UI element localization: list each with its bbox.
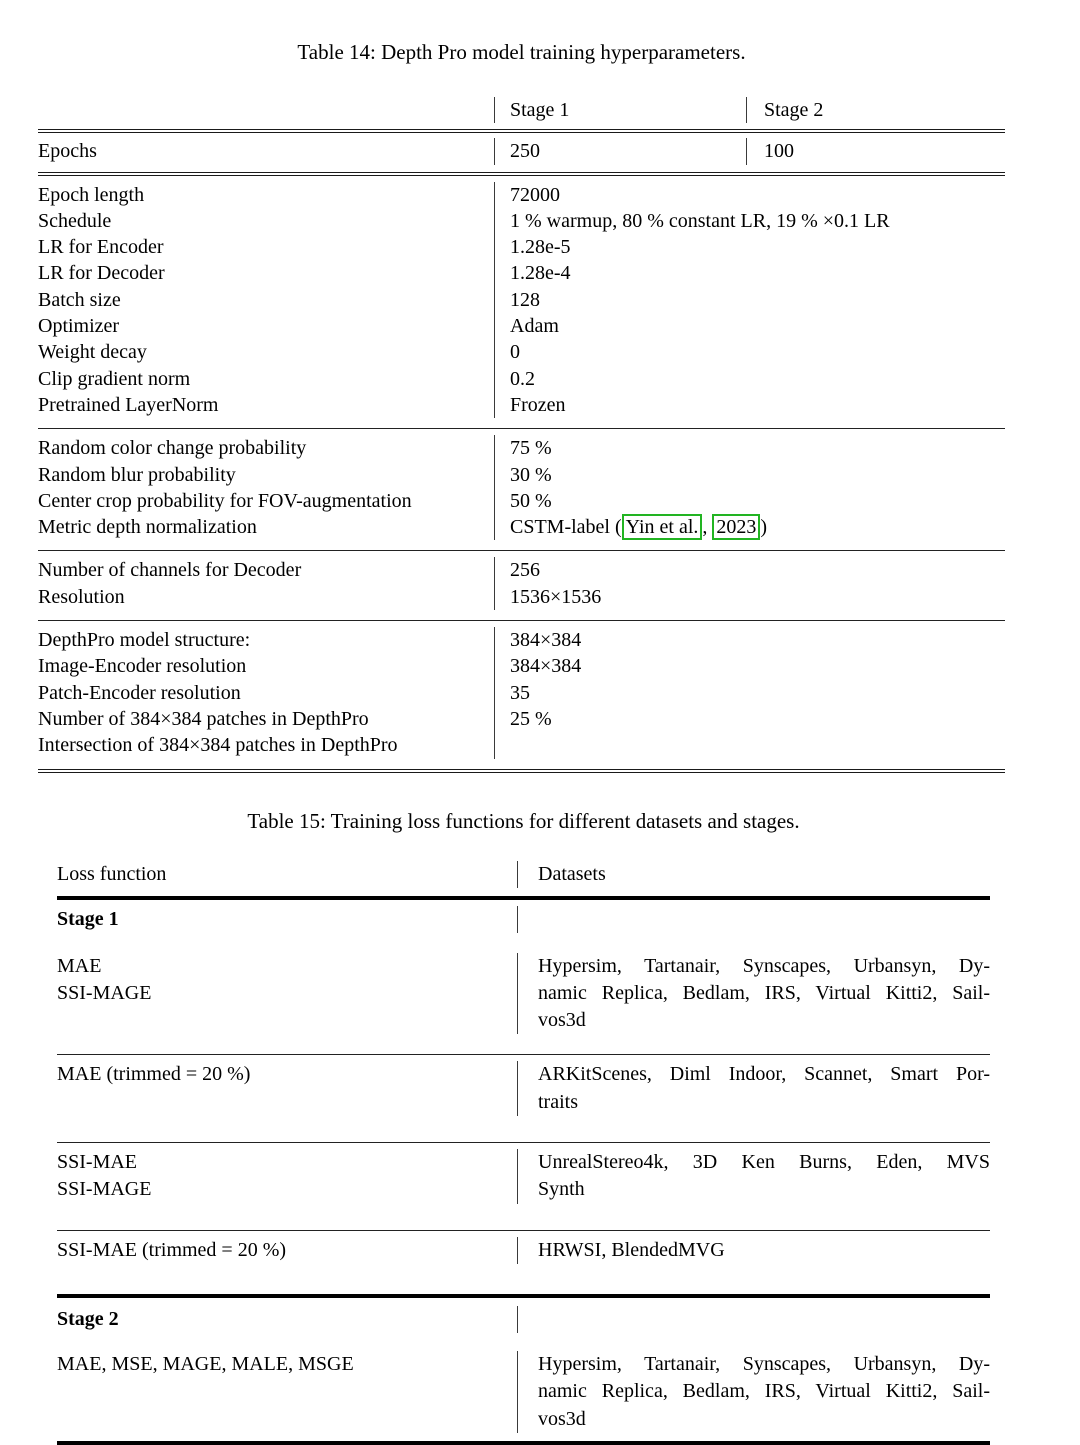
loss-line: MAE, MSE, MAGE, MALE, MSGE <box>57 1352 354 1375</box>
section-values <box>494 627 1005 758</box>
table15-stage2-row <box>57 1298 990 1345</box>
param-label: Random blur probability <box>38 463 236 486</box>
table15-row-ssimae-trimmed <box>57 1231 990 1294</box>
table15-stage1-row <box>57 900 990 947</box>
table15-header-loss: Loss function <box>57 862 167 885</box>
dataset-line: ARKitScenes, Diml Indoor, Scannet, Smart Por- <box>538 1063 990 1086</box>
param-value: 1536×1536 <box>510 585 602 608</box>
table14-section-training <box>38 176 1005 429</box>
datasets-cell <box>517 1149 990 1204</box>
citation-link-authors[interactable]: Yin et al. <box>622 514 703 540</box>
param-value: 128 <box>510 288 540 311</box>
loss-line: SSI-MAE (trimmed = 20 %) <box>57 1238 287 1261</box>
section-labels <box>38 557 494 610</box>
table14-header-stage2: Stage 2 <box>746 97 1005 123</box>
param-value: 50 % <box>510 489 552 512</box>
param-label: Clip gradient norm <box>38 367 191 390</box>
dataset-line: traits <box>538 1090 578 1113</box>
param-value: Adam <box>510 315 559 338</box>
param-value: 25 % <box>510 707 552 730</box>
stage2-empty-cell <box>517 1306 990 1333</box>
section-labels <box>38 627 494 758</box>
param-label: Number of channels for Decoder <box>38 559 302 582</box>
section-values <box>494 182 1005 419</box>
param-value: 0 <box>510 341 520 364</box>
citation-link-year[interactable]: 2023 <box>712 514 760 540</box>
table14-caption: Table 14: Depth Pro model training hyperparameters. <box>297 40 746 64</box>
loss-cell <box>57 1149 517 1204</box>
param-label: Number of 384×384 patches in DepthPro <box>38 707 369 730</box>
param-value: Frozen <box>510 393 566 416</box>
section-labels <box>38 435 494 540</box>
stage1-label: Stage 1 <box>57 907 119 930</box>
loss-cell <box>57 1237 517 1264</box>
table15 <box>57 859 990 1445</box>
table14-section-augmentation <box>38 429 1005 550</box>
section-values <box>494 557 1005 610</box>
table15-row-stage2-losses <box>57 1345 990 1441</box>
stage2-label: Stage 2 <box>57 1307 119 1330</box>
epochs-stage2-value: 100 <box>746 138 1005 164</box>
loss-cell <box>57 953 517 1035</box>
loss-line: SSI-MAE <box>57 1151 138 1174</box>
param-label: Weight decay <box>38 341 147 364</box>
dataset-line: Hypersim, Tartanair, Synscapes, Urbansyn, Dy- <box>538 1352 990 1375</box>
param-label: Center crop probability for FOV-augmentation <box>38 489 412 512</box>
param-value: 384×384 <box>510 655 582 678</box>
metric-depth-value <box>510 514 1005 540</box>
datasets-cell <box>517 1237 990 1264</box>
table14-section-decoder <box>38 551 1005 620</box>
table15-row-mae-ssimage <box>57 947 990 1055</box>
datasets-cell <box>517 1061 990 1116</box>
dataset-line: UnrealStereo4k, 3D Ken Burns, Eden, MVS <box>538 1151 990 1174</box>
datasets-cell <box>517 1351 990 1433</box>
dataset-line: Synth <box>538 1178 585 1201</box>
loss-cell <box>57 1351 517 1433</box>
epochs-stage1-value: 250 <box>494 138 746 164</box>
stage1-empty-cell <box>517 906 990 933</box>
table14-header-empty-cell <box>38 97 494 123</box>
dataset-line: vos3d <box>538 1009 586 1032</box>
param-value: 35 <box>510 681 530 704</box>
datasets-cell <box>517 953 990 1035</box>
param-value: 1 % warmup, 80 % constant LR, 19 % ×0.1 LR <box>510 209 890 232</box>
param-label: Epoch length <box>38 183 145 206</box>
param-label: Patch-Encoder resolution <box>38 681 241 704</box>
table15-header-datasets: Datasets <box>517 861 990 888</box>
table14-epochs-row <box>38 133 1005 171</box>
param-value: 72000 <box>510 183 560 206</box>
param-label: DepthPro model structure: <box>38 629 251 652</box>
param-label: Image-Encoder resolution <box>38 655 247 678</box>
table14-header-row <box>38 92 1005 129</box>
param-label: Resolution <box>38 585 125 608</box>
param-value: 256 <box>510 559 540 582</box>
param-label: Batch size <box>38 288 121 311</box>
section-labels <box>38 182 494 419</box>
param-label: Optimizer <box>38 315 120 338</box>
param-value: 1.28e-4 <box>510 262 571 285</box>
dataset-line: namic Replica, Bedlam, IRS, Virtual Kitti2, Sail- <box>538 1380 990 1403</box>
loss-line: SSI-MAGE <box>57 1178 152 1201</box>
section-values <box>494 435 1005 540</box>
dataset-line: HRWSI, BlendedMVG <box>538 1238 725 1261</box>
table15-row-mae-trimmed <box>57 1055 990 1142</box>
metric-depth-value-suffix: ) <box>760 516 768 539</box>
param-value: 1.28e-5 <box>510 236 571 259</box>
param-value: 384×384 <box>510 629 582 652</box>
rule-table15-bottom <box>57 1441 990 1445</box>
rule-table14-bottom <box>38 769 1005 773</box>
param-label: Random color change probability <box>38 437 307 460</box>
param-label: Epochs <box>38 140 97 163</box>
table15-header-row <box>57 859 990 896</box>
dataset-line: Hypersim, Tartanair, Synscapes, Urbansyn, Dy- <box>538 954 990 977</box>
dataset-line: vos3d <box>538 1407 586 1430</box>
dataset-line: namic Replica, Bedlam, IRS, Virtual Kitti2, Sail- <box>538 981 990 1004</box>
param-value: 30 % <box>510 463 552 486</box>
metric-depth-value-prefix: CSTM-label ( <box>510 516 622 539</box>
table15-row-ssimae-ssimage <box>57 1143 990 1230</box>
loss-line: SSI-MAGE <box>57 981 152 1004</box>
param-value: 75 % <box>510 437 552 460</box>
param-value: 0.2 <box>510 367 535 390</box>
table14-section-structure <box>38 621 1005 768</box>
param-label: Metric depth normalization <box>38 516 257 539</box>
table14-header-stage1: Stage 1 <box>494 97 746 123</box>
param-label: LR for Decoder <box>38 262 165 285</box>
table15-caption: Table 15: Training loss functions for different datasets and stages. <box>247 808 800 833</box>
param-label: Pretrained LayerNorm <box>38 393 219 416</box>
loss-cell <box>57 1061 517 1116</box>
param-label: LR for Encoder <box>38 236 164 259</box>
loss-line: MAE <box>57 954 102 977</box>
param-label: Intersection of 384×384 patches in DepthPro <box>38 734 398 757</box>
table14 <box>38 92 1005 773</box>
citation-separator: , <box>702 516 713 539</box>
loss-line: MAE (trimmed = 20 %) <box>57 1063 251 1086</box>
param-label: Schedule <box>38 209 112 232</box>
